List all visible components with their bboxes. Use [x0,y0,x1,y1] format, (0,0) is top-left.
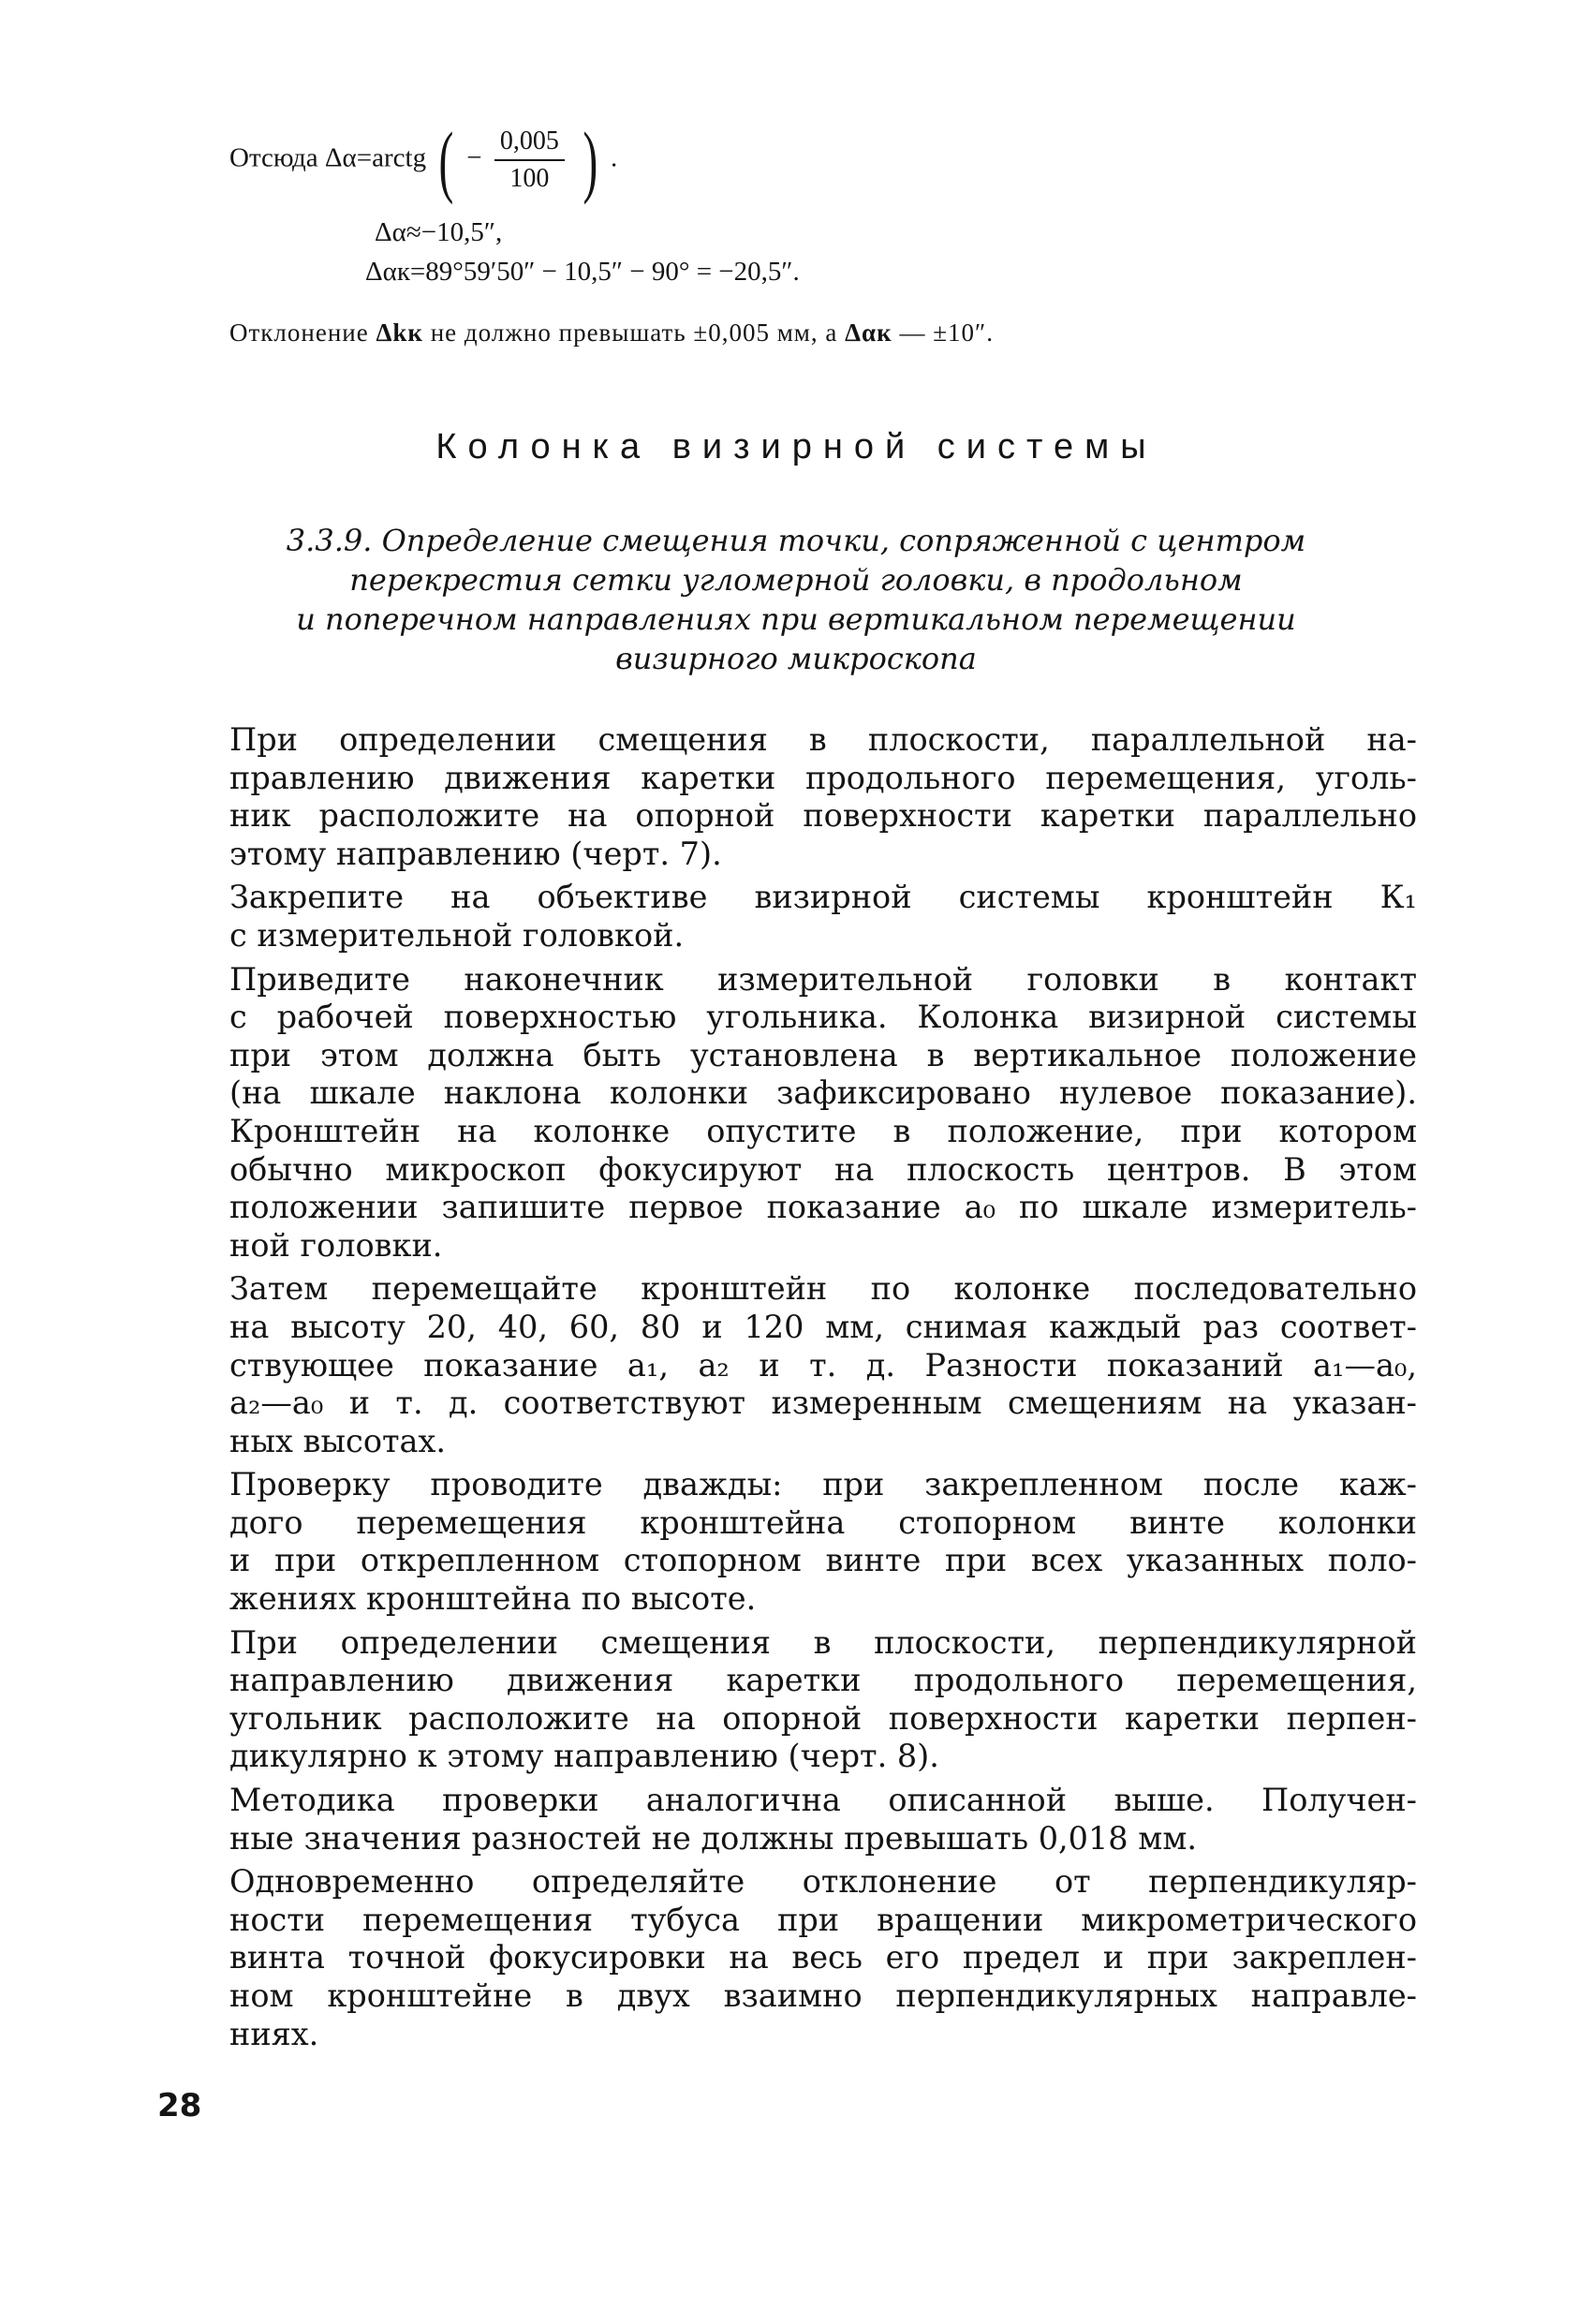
text-line: угольник расположите на опорной поверхности каретки перпен- [229,1699,1417,1737]
text-line: Кронштейн на колонке опустите в положение, при котором [229,1112,1417,1149]
paragraph-1 [229,721,1417,873]
text-line: Проверку проводите дважды: при закрепленном после каж- [229,1466,1417,1503]
deviation-symbol-a: Δαк [845,318,892,347]
paragraph-7 [229,1782,1417,1858]
text-line: дого перемещения кронштейна стопорном винте колонки [229,1503,1417,1541]
formula-minus: − [466,142,482,173]
page-number: 28 [157,2087,202,2124]
deviation-middle: не должно превышать ±0,005 мм, а [430,318,846,347]
text-line: ные значения разностей не должны превышать 0,018 мм. [229,1819,1198,1857]
text-line: ности перемещения тубуса при вращении микрометрического [229,1901,1417,1938]
paragraph-3 [229,961,1417,1266]
subsection-title-line: и поперечном направлениях при вертикальном перемещении [296,601,1296,637]
text-line: при этом должна быть установлена в вертикальное положение [229,1036,1417,1073]
paragraph-5 [229,1466,1417,1618]
text-line: ном кронштейне в двух взаимно перпендикулярных направле- [229,1977,1417,2014]
text-line: винта точной фокусировки на весь его предел и при закреплен- [229,1939,1417,1976]
formula-line-delta-alpha: Δα≈−10,5″, [375,217,503,247]
subsection-title-line: перекрестия сетки угломерной головки, в продольном [349,562,1243,598]
text-line: правлению движения каретки продольного перемещения, уголь- [229,759,1417,796]
text-line: ник расположите на опорной поверхности каретки параллельно [229,797,1417,835]
text-line: ствующее показание a₁, a₂ и т. д. Разности показаний a₁—a₀, [229,1346,1417,1384]
text-line: При определении смещения в плоскости, параллельной на- [229,721,1417,758]
deviation-note [229,318,1353,348]
text-line: ных высотах. [229,1422,447,1459]
text-line: a₂—a₀ и т. д. соответствуют измеренным смещениям на указан- [229,1384,1417,1422]
text-line: При определении смещения в плоскости, перпендикулярной [229,1623,1417,1661]
paragraph-2 [229,879,1417,955]
text-line: с рабочей поверхностью угольника. Колонка визирной системы [229,999,1417,1036]
text-line: ной головки. [229,1226,443,1264]
left-paren: ( [438,115,454,205]
text-line: Закрепите на объективе визирной системы кронштейн К₁ [229,879,1417,916]
fraction-numerator: 0,005 [494,126,565,161]
formula-fraction [494,126,565,195]
text-line: направлению движения каретки продольного перемещения, [229,1662,1417,1699]
formula-prefix: Отсюда Δα=arctg [229,142,427,173]
text-line: на высоту 20, 40, 60, 80 и 120 мм, снимая каждый раз соответ- [229,1308,1417,1345]
text-line: обычно микроскоп фокусируют на плоскость центров. В этом [229,1150,1417,1188]
text-line: жениях кронштейна по высоте. [229,1580,757,1618]
formula-line-delta-alpha-k: Δαк=89°59′50″ − 10,5″ − 90° = −20,5″. [365,257,800,287]
subsection-title-line: визирного микроскопа [615,641,977,676]
text-line: (на шкале наклона колонки зафиксировано нулевое показание). [229,1074,1417,1112]
text-line: Одновременно определяйте отклонение от перпендикуляр- [229,1863,1417,1901]
right-paren: ) [583,115,598,205]
subsection-title-line: 3.3.9. Определение смещения точки, сопряженной с центром [286,523,1306,558]
paragraph-4 [229,1270,1417,1460]
text-line: Методика проверки аналогична описанной выше. Получен- [229,1782,1417,1819]
text-line: положении запишите первое показание a₀ по шкале измеритель- [229,1189,1417,1226]
text-line: Приведите наконечник измерительной головки в контакт [229,960,1417,998]
subsection-title [197,521,1395,678]
formula-line-arctg [229,115,618,205]
text-line: дикулярно к этому направлению (черт. 8). [229,1738,939,1775]
fraction-denominator: 100 [509,164,550,193]
section-heading: Колонка визирной системы [435,427,1158,466]
text-line: Затем перемещайте кронштейн по колонке последовательно [229,1270,1417,1308]
body-text [229,721,1417,2059]
paragraph-6 [229,1624,1417,1776]
text-line: с измерительной головкой. [229,916,685,954]
paragraph-8 [229,1863,1417,2053]
deviation-suffix: — ±10″. [899,318,995,347]
formula-suffix: . [610,142,618,173]
text-line: этому направлению (черт. 7). [229,835,722,872]
deviation-prefix: Отклонение [229,318,376,347]
text-line: и при открепленном стопорном винте при всех указанных поло- [229,1542,1417,1579]
text-line: ниях. [229,2015,319,2052]
deviation-symbol-k: Δkк [376,318,423,347]
